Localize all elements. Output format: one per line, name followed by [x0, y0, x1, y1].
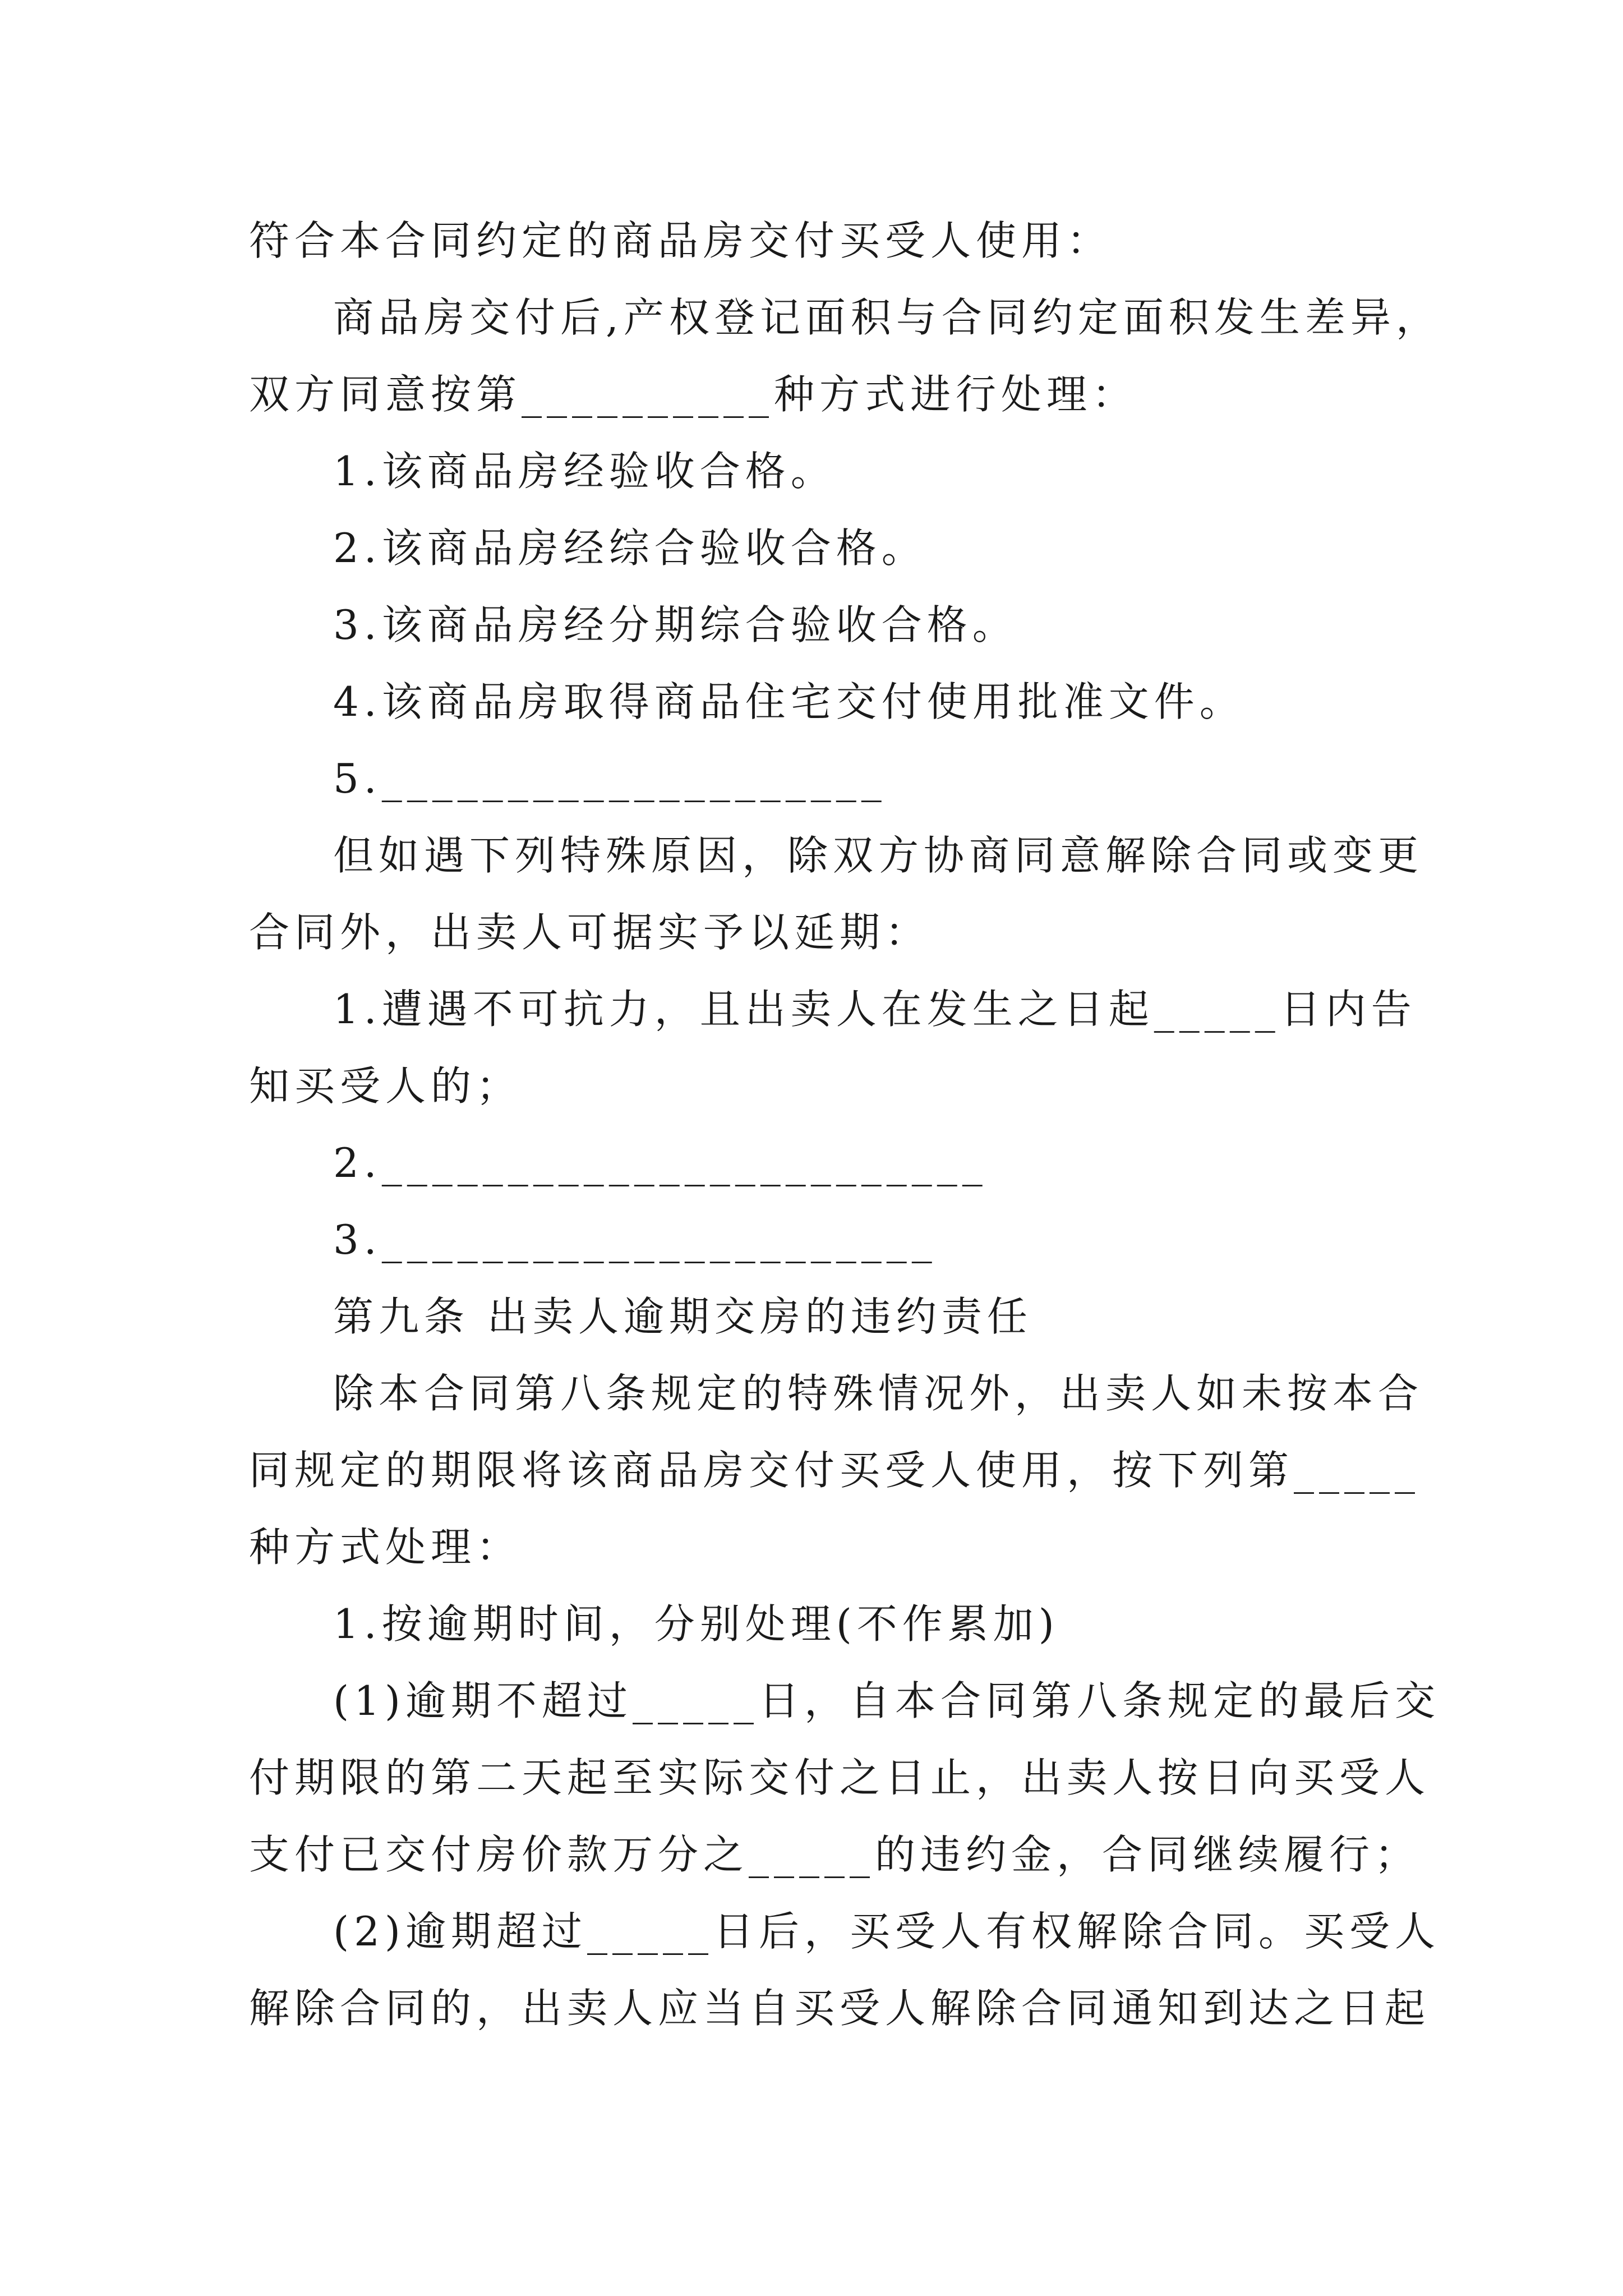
text-line: 支付已交付房价款万分之_____的违约金，合同继续履行；	[249, 1831, 1421, 1878]
section-heading: 第九条 出卖人逾期交房的违约责任	[333, 1293, 1032, 1340]
text-line: 3.该商品房经分期综合验收合格。	[333, 601, 1018, 648]
text-line: 1.按逾期时间，分别处理(不作累加)	[333, 1600, 1059, 1648]
text-line: (2)逾期超过_____日后，买受人有权解除合同。买受人	[333, 1908, 1440, 1955]
text-line: 但如遇下列特殊原因，除双方协商同意解除合同或变更	[333, 832, 1424, 879]
text-line: 合同外，出卖人可据实予以延期：	[249, 909, 931, 956]
text-line: 5.____________________	[333, 755, 887, 802]
text-line: 付期限的第二天起至实际交付之日止，出卖人按日向买受人	[249, 1754, 1431, 1801]
text-line: 知买受人的；	[249, 1062, 522, 1110]
text-line: (1)逾期不超过_____日，自本合同第八条规定的最后交	[333, 1677, 1440, 1724]
text-line: 2.该商品房经综合验收合格。	[333, 524, 927, 572]
text-line: 2.________________________	[333, 1139, 988, 1186]
text-line: 4.该商品房取得商品住宅交付使用批准文件。	[333, 678, 1245, 725]
text-line: 1.该商品房经验收合格。	[333, 448, 836, 495]
text-line: 除本合同第八条规定的特殊情况外，出卖人如未按本合	[333, 1370, 1424, 1417]
text-line: 符合本合同约定的商品房交付买受人使用：	[249, 217, 1113, 264]
text-line: 同规定的期限将该商品房交付买受人使用，按下列第_____	[249, 1447, 1421, 1494]
text-line: 3.______________________	[333, 1216, 937, 1263]
text-line: 双方同意按第__________种方式进行处理：	[249, 371, 1138, 418]
text-line: 种方式处理：	[249, 1524, 522, 1571]
text-line: 解除合同的，出卖人应当自买受人解除合同通知到达之日起	[249, 1985, 1431, 2032]
text-line: 1.遭遇不可抗力，且出卖人在发生之日起_____日内告	[333, 986, 1417, 1033]
text-line: 商品房交付后,产权登记面积与合同约定面积发生差异，	[333, 294, 1441, 341]
